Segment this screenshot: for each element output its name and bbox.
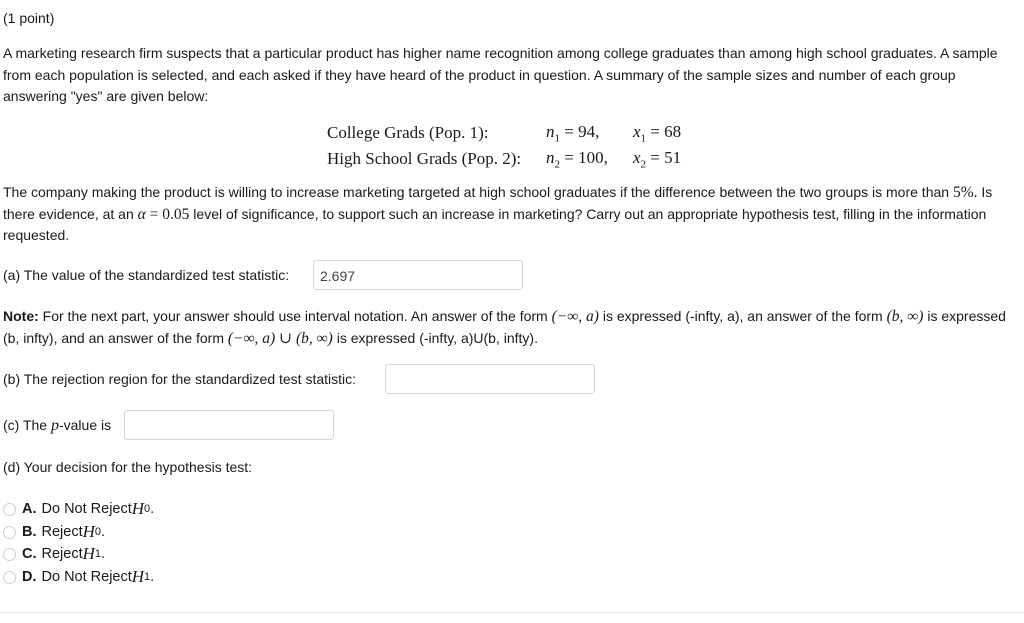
n1-value: $n_1 = 94$,: [546, 121, 600, 145]
question-text: The company making the product is willing to increase marketing targeted at high school graduates if the difference between the two groups is more than 5%. Is there evidence, at an α = 0.05 level of significance, to support such an increase in marketing? Carry out an appropriate hypothesis test, filling in the information requested.: [3, 184, 993, 243]
n2-value: $n_2 = 100$,: [546, 147, 608, 171]
row-label: College Grads (Pop. 1):: [327, 123, 489, 142]
radio-button[interactable]: [3, 503, 16, 516]
interval-note: Note: For the next part, your answer should use interval notation. An answer of the form (−∞, a) is expressed (-infty, a), an answer of the form (b, ∞) is expressed (b, infty), and an answer of the form (−∞, a) ∪ (b, ∞) is expressed (-infty, a)U(b, infty).: [3, 308, 1006, 347]
part-b-label: (b) The rejection region for the standardized test statistic:: [3, 371, 357, 387]
rejection-region-input[interactable]: [385, 364, 595, 394]
x1-value: $x_1 = 68$: [633, 121, 682, 145]
problem-intro: A marketing research firm suspects that a particular product has higher name recognition among college graduates than among high school graduates. A sample from each population is selected, and each asked if they have heard of the product in question. A summary of the sample sizes and number of each group answering "yes" are given below:: [3, 45, 998, 104]
row-label: High School Grads (Pop. 2):: [327, 149, 522, 168]
option-c[interactable]: C. Reject H 1 .: [3, 544, 105, 564]
p-value-input[interactable]: [124, 410, 334, 440]
part-c-label: (c) The p-value is: [3, 417, 112, 434]
radio-button[interactable]: [3, 548, 16, 561]
option-a[interactable]: A. Do Not Reject H 0 .: [3, 499, 154, 519]
summary-row-college: [327, 120, 681, 146]
part-a-label: (a) The value of the standardized test statistic:: [3, 267, 290, 283]
radio-button[interactable]: [3, 571, 16, 584]
test-statistic-input[interactable]: 2.697: [313, 260, 523, 290]
points-label: (1 point): [3, 10, 55, 26]
radio-button[interactable]: [3, 526, 16, 539]
x2-value: $x_2 = 51$: [633, 147, 682, 171]
divider: [0, 612, 1024, 613]
option-d[interactable]: D. Do Not Reject H 1 .: [3, 567, 154, 587]
sample-summary-table: [327, 120, 681, 172]
part-d-label: (d) Your decision for the hypothesis test:: [3, 459, 253, 475]
option-b[interactable]: B. Reject H 0 .: [3, 522, 105, 542]
summary-row-highschool: [327, 146, 681, 172]
